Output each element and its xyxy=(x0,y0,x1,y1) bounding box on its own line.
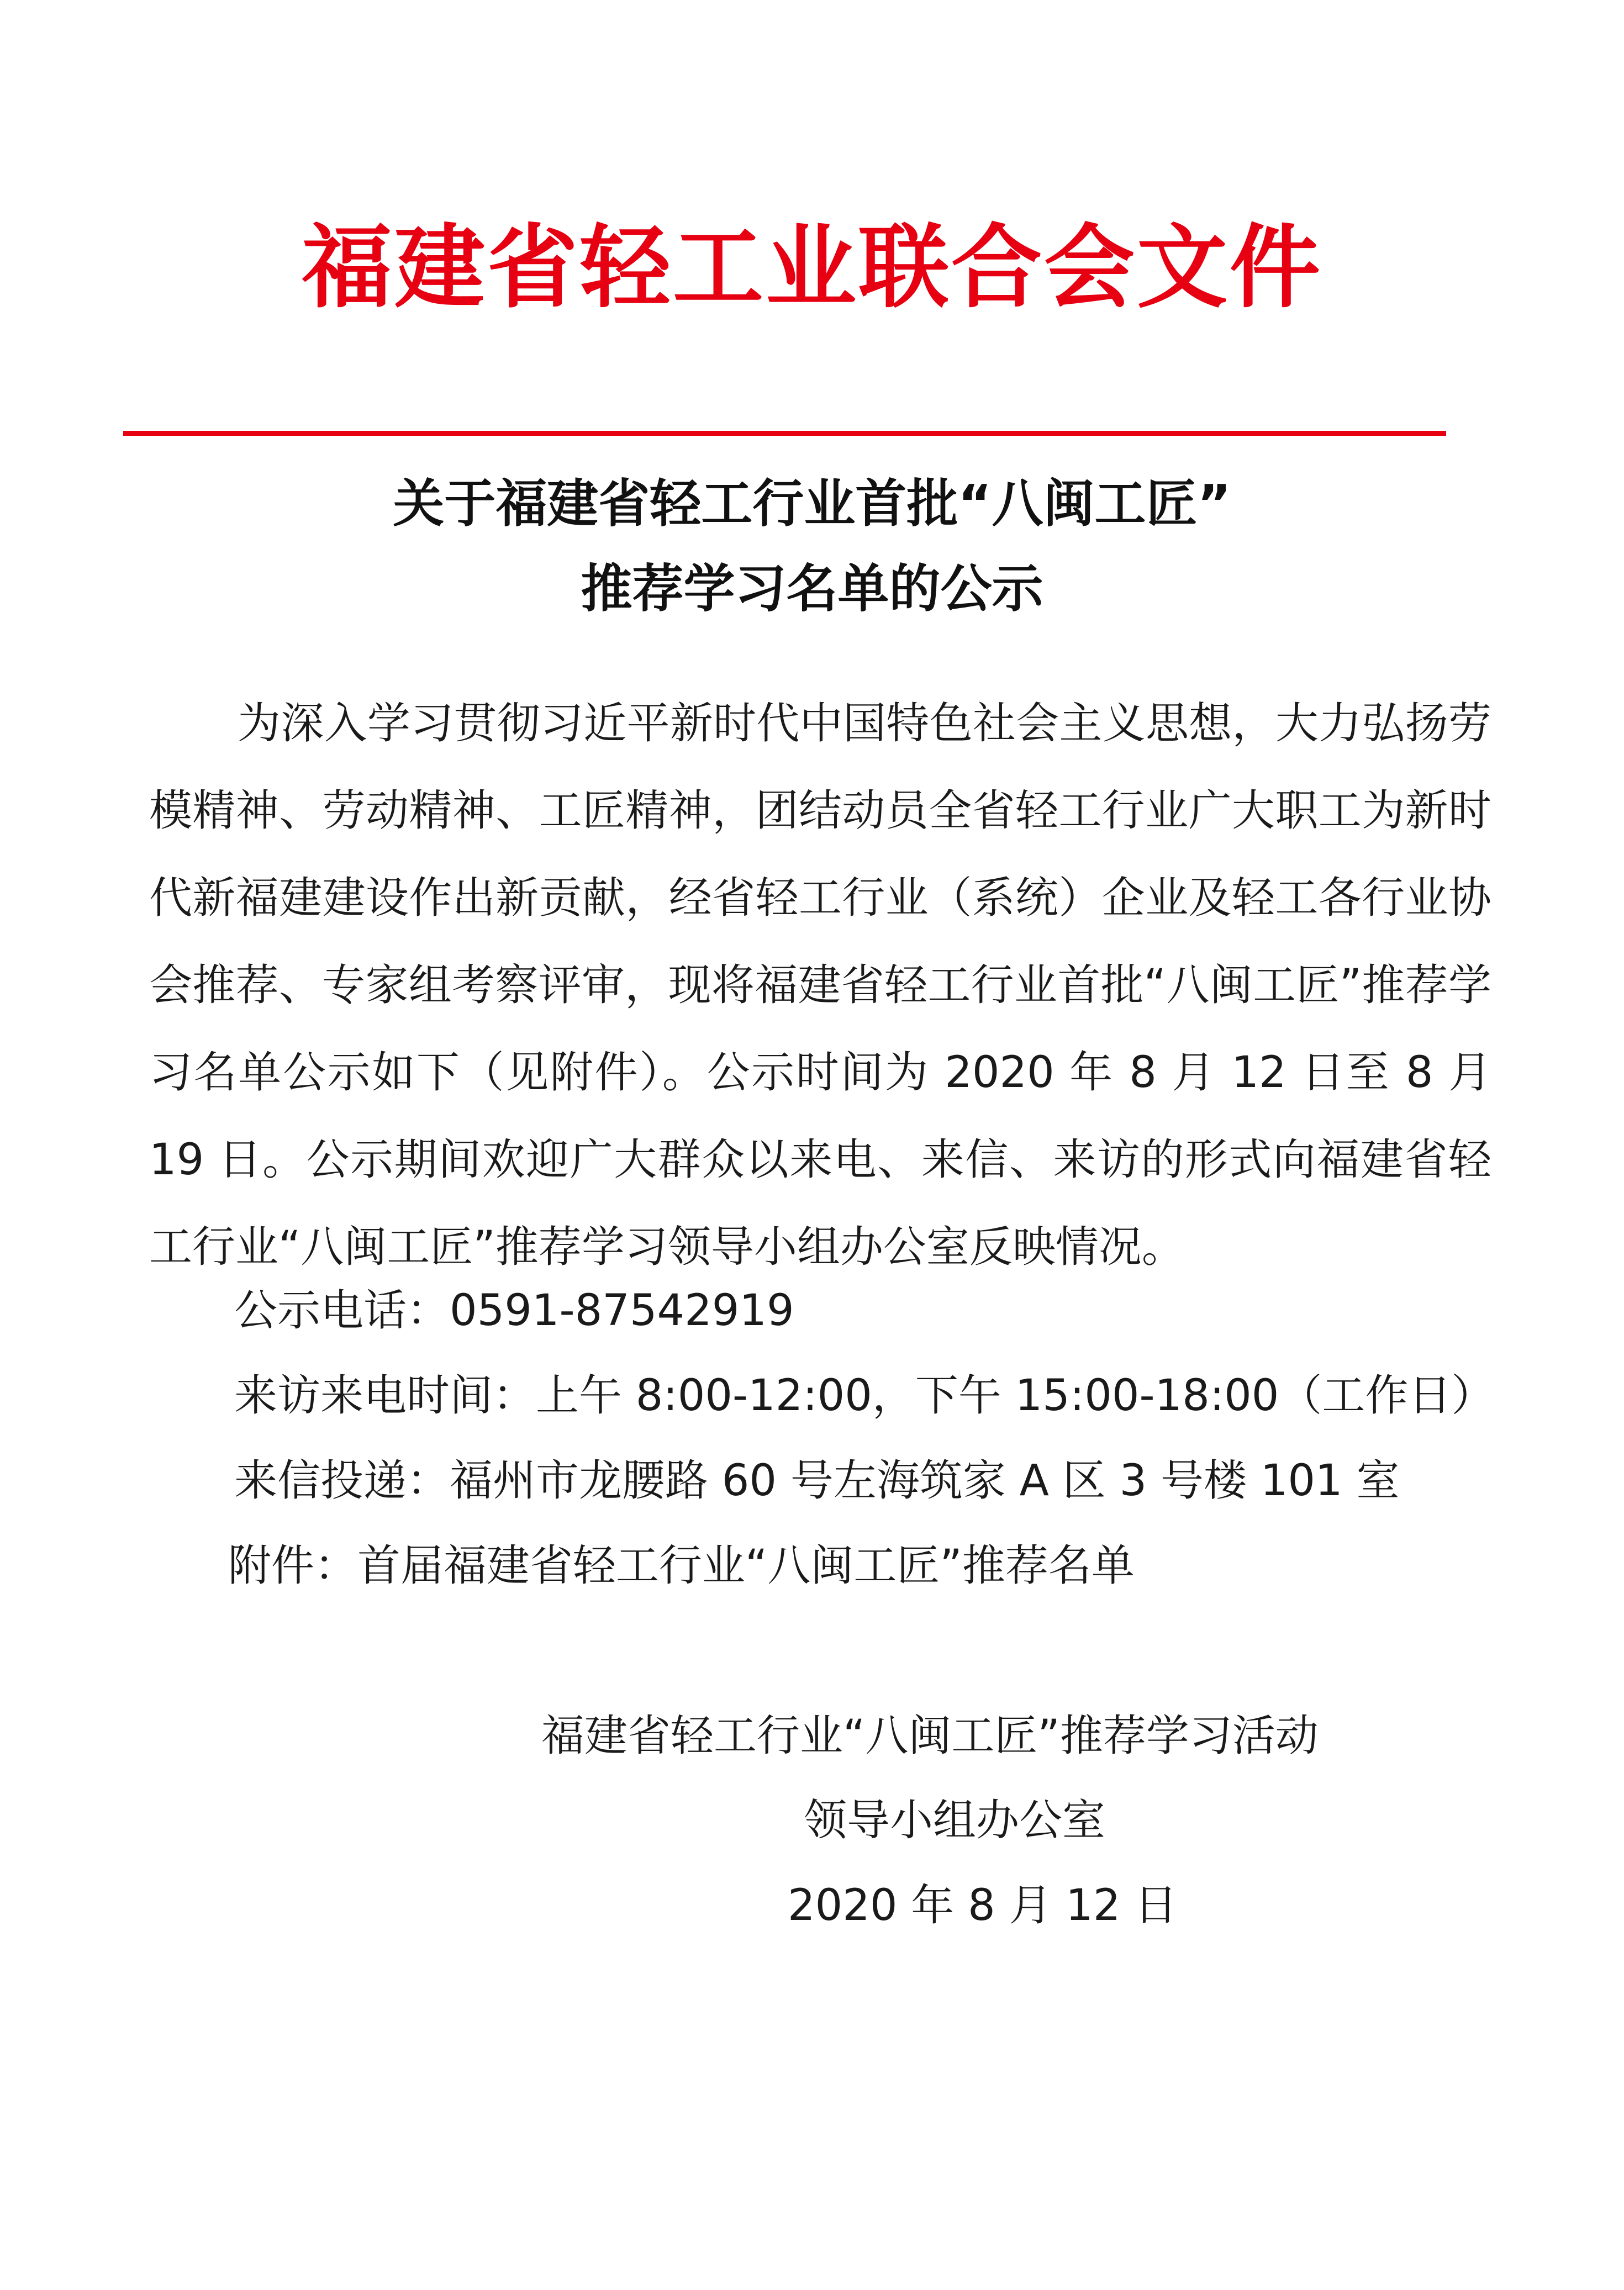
document-title-line-1: 关于福建省轻工行业首批“八闽工匠” xyxy=(393,474,1231,534)
contact-mail-address: 来信投递：福州市龙腰路 60 号左海筑家 A 区 3 号楼 101 室 xyxy=(234,1456,1400,1506)
masthead-title: 福建省轻工业联合会文件 xyxy=(301,215,1322,320)
contact-hours: 来访来电时间：上午 8:00-12:00，下午 15:00-18:00（工作日） xyxy=(234,1371,1495,1421)
contact-phone: 公示电话：0591-87542919 xyxy=(234,1286,794,1336)
document-title-line-2: 推荐学习名单的公示 xyxy=(581,559,1043,619)
signature-date: 2020 年 8 月 12 日 xyxy=(788,1881,1178,1930)
attachment-note: 附件：首届福建省轻工行业“八闽工匠”推荐名单 xyxy=(228,1541,1135,1591)
body-paragraph: 为深入学习贯彻习近平新时代中国特色社会主义思想，大力弘扬劳模精神、劳动精神、工匠精神，团结动员全省轻工行业广大职工为新时代新福建建设作出新贡献，经省轻工行业（系统）企业及轻工各行业协会推荐、专家组考察评审，现将福建省轻工行业首批“八闽工匠”推荐学习名单公示如下（见附件）。公示时间为 2020 年 8 月 12 日至 8 月 19 日。公示期间欢迎广大群众以来电、来信、来访的形式向福建省轻工行业“八闽工匠”推荐学习领导小组办公室反映情况。 xyxy=(149,699,1491,1272)
signature-unit: 领导小组办公室 xyxy=(804,1796,1106,1845)
signature-organization: 福建省轻工行业“八闽工匠”推荐学习活动 xyxy=(541,1711,1319,1761)
masthead-red-rule xyxy=(123,431,1446,436)
